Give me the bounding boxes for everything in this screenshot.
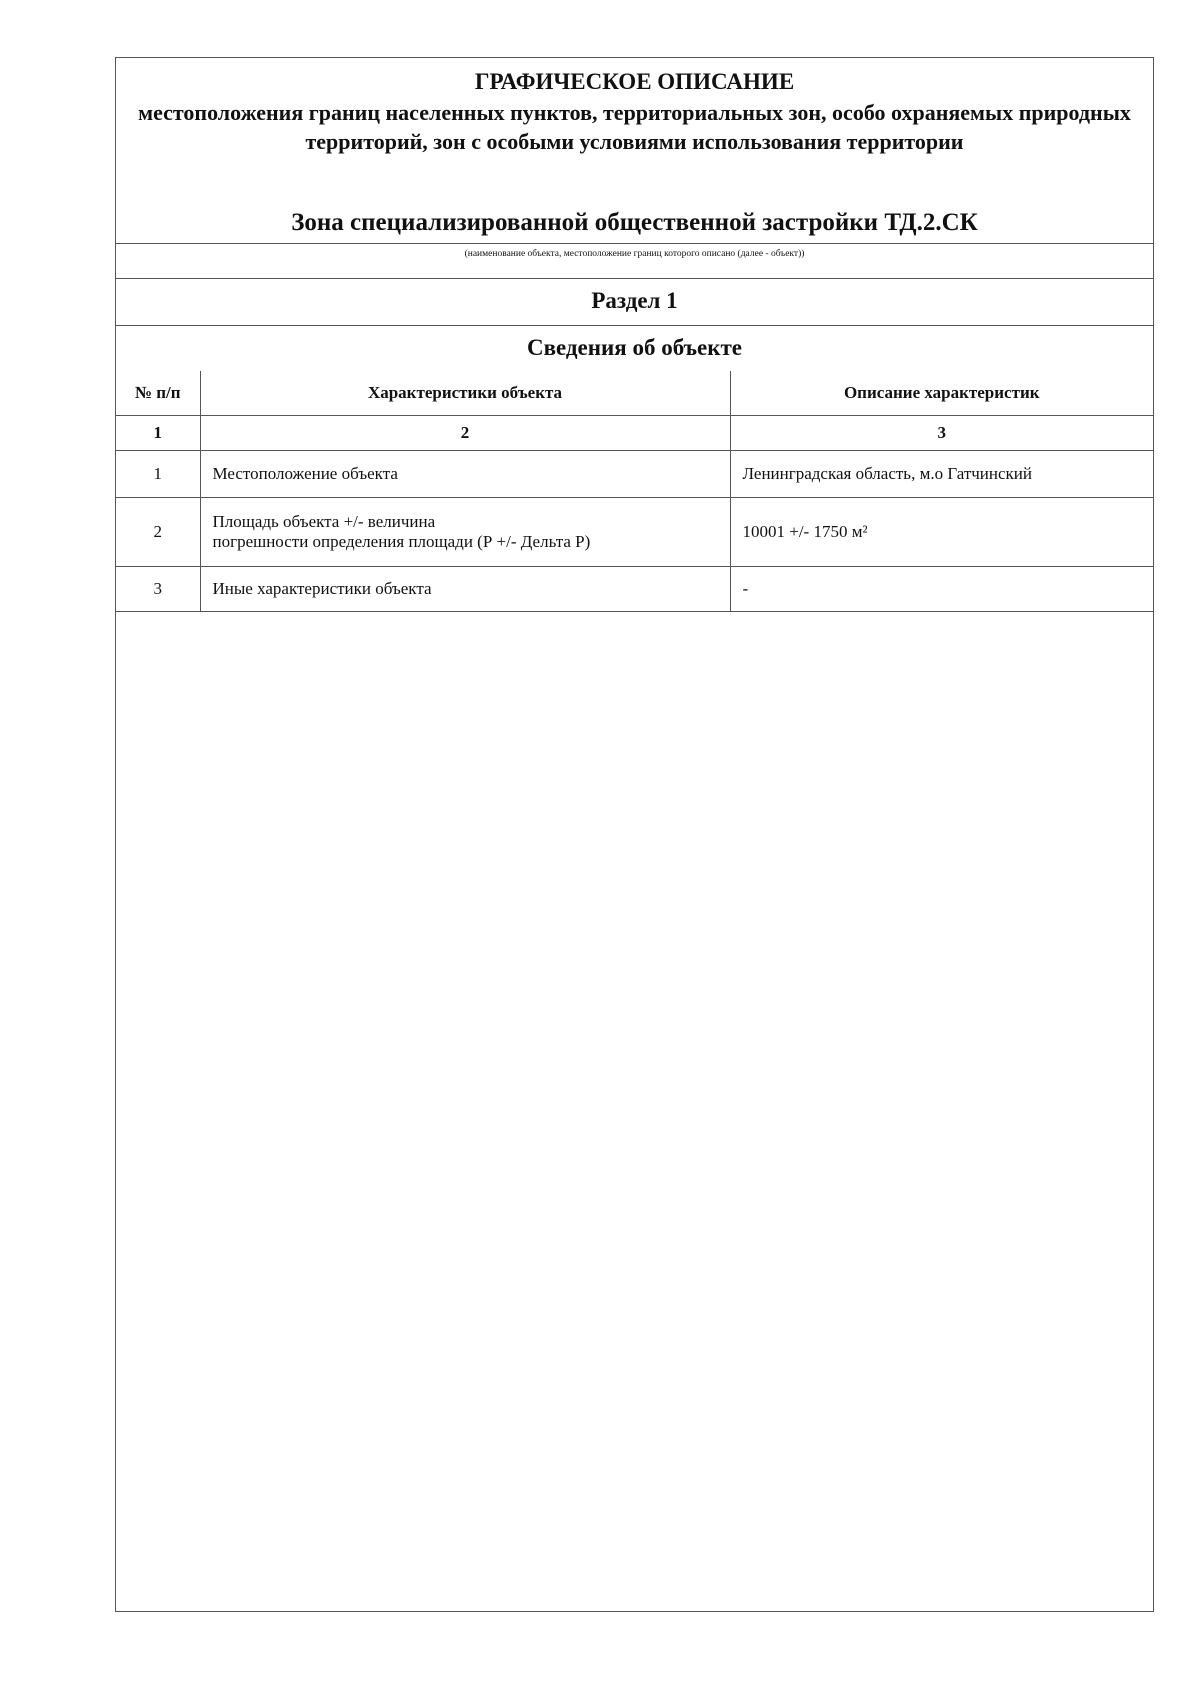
- document-subtitle: местоположения границ населенных пунктов, территориальных зон, особо охраняемых природных территорий, зон с особыми условиями использования территории: [138, 100, 1131, 154]
- column-number-cell: 2: [200, 416, 730, 451]
- row-description: Ленинградская область, м.о Гатчинский: [730, 451, 1153, 498]
- header-cell: № п/п: [116, 371, 200, 416]
- row-characteristic: Иные характеристики объекта: [200, 567, 730, 612]
- object-caption: (наименование объекта, местоположение границ которого описано (далее - объект)): [464, 249, 805, 259]
- column-number-cell: 1: [116, 416, 200, 451]
- document-title: ГРАФИЧЕСКОЕ ОПИСАНИЕ: [474, 69, 795, 94]
- table-row: [116, 451, 1153, 498]
- row-description: 10001 +/- 1750 м²: [730, 498, 1153, 567]
- table-row: [116, 567, 1153, 612]
- header-cell: Характеристики объекта: [200, 371, 730, 416]
- characteristic-line: погрешности определения площади (Р +/- Дельта Р): [212, 532, 591, 551]
- object-info-table: [116, 371, 1153, 612]
- document-sheet: [115, 57, 1154, 1612]
- table-header-row: [116, 371, 1153, 416]
- header-cell: Описание характеристик: [730, 371, 1153, 416]
- table-row: [116, 498, 1153, 567]
- document-header: [116, 58, 1153, 243]
- row-number: 3: [116, 567, 200, 612]
- row-characteristic: Местоположение объекта: [200, 451, 730, 498]
- column-number-cell: 3: [730, 416, 1153, 451]
- zone-name: Зона специализированной общественной застройки ТД.2.СК: [291, 209, 978, 236]
- column-number-row: [116, 416, 1153, 451]
- row-number: 1: [116, 451, 200, 498]
- row-description: -: [730, 567, 1153, 612]
- row-number: 2: [116, 498, 200, 567]
- divider: [116, 243, 1153, 244]
- section-subtitle: Сведения об объекте: [526, 335, 743, 360]
- row-characteristic: [200, 498, 730, 567]
- section-title: Раздел 1: [591, 288, 678, 313]
- characteristic-line: Площадь объекта +/- величина: [212, 512, 436, 531]
